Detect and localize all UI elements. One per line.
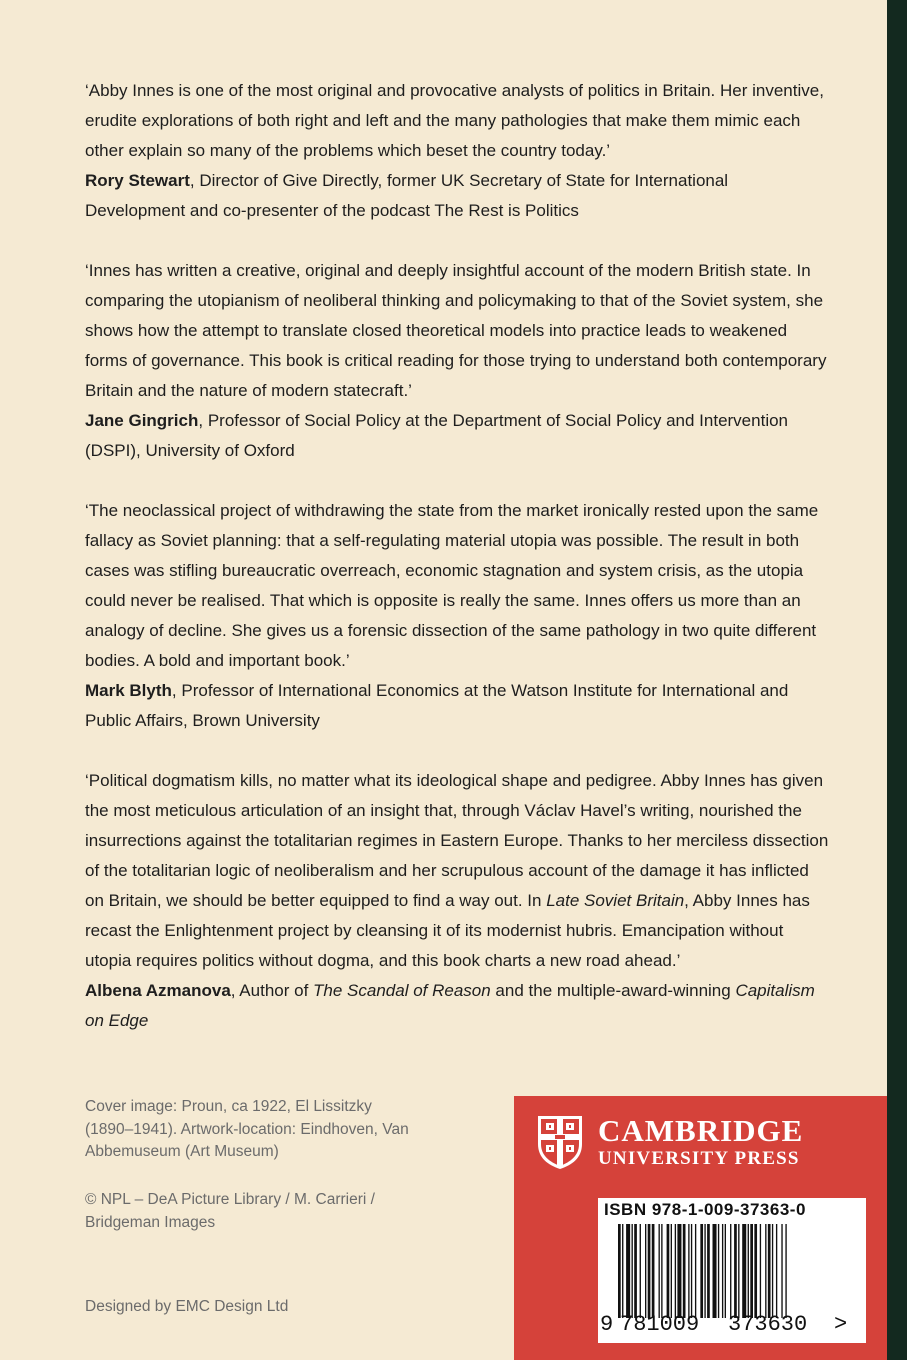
barcode-left-digits: 781009 <box>620 1312 700 1337</box>
barcode-bar <box>738 1224 739 1318</box>
barcode-lead-digit: 9 <box>600 1312 614 1337</box>
quote-text-part: ‘Political dogmatism kills, no matter what its ideological shape and pedigree. Abby Innes has given the most meticulous articulation of an insight that, through Václav Havel’s writing, nourished the insurrections against the totalitarian regimes in Eastern Europe. Thanks to her merciless dissection of the totalitarian logic of neoliberalism and her scrupulous account of the damage it has inflicted on Britain, we should be better equipped to find a way out. In <box>85 771 829 910</box>
book-spine <box>887 0 907 1360</box>
quote-text: ‘Abby Innes is one of the most original and provocative analysts of politics in Britain. Her inventive, erudite explorations of both right and left and the many pathologies that make them mimic each other explain so many of the problems which beset the country today.’ <box>85 81 824 160</box>
barcode-bar <box>652 1224 655 1318</box>
barcode-bar <box>626 1224 630 1318</box>
barcode-bar <box>734 1224 737 1318</box>
barcode-bar <box>695 1224 696 1318</box>
endorsement-1 <box>85 76 830 226</box>
publisher-panel <box>514 1096 887 1360</box>
quote-text <box>85 766 830 976</box>
quote-attribution <box>85 406 830 466</box>
barcode-bar <box>618 1224 621 1318</box>
barcode-bar <box>748 1224 749 1318</box>
quote-attribution <box>85 676 830 736</box>
barcode-bar <box>707 1224 710 1318</box>
endorser-affiliation: , Professor of Social Policy at the Department of Social Policy and Intervention (DSPI), University of Oxford <box>85 411 789 460</box>
publisher-name-line1: CAMBRIDGE <box>598 1113 804 1148</box>
barcode-bars <box>604 1224 850 1318</box>
endorser-name: Jane Gingrich <box>85 411 199 430</box>
barcode-bar <box>667 1224 670 1318</box>
barcode-bar <box>765 1224 766 1318</box>
endorser-name: Rory Stewart <box>85 171 190 190</box>
barcode-bar <box>730 1224 731 1318</box>
barcode-bar <box>683 1224 686 1318</box>
quote-text: ‘Innes has written a creative, original and deeply insightful account of the modern British state. In comparing the utopianism of neoliberal thinking and policymaking to that of the Soviet system, she shows how the attempt to translate closed theoretical models into practice leads to weakened forms of governance. This book is critical reading for those trying to understand both contemporary Britain and the nature of modern statecraft.’ <box>85 261 827 400</box>
book-title: Late Soviet Britain <box>546 891 685 910</box>
barcode-bar <box>675 1224 676 1318</box>
barcode-arrow: > <box>834 1312 848 1337</box>
barcode-bar <box>671 1224 672 1318</box>
quote-text-part: , Abby Innes has recast the Enlightenment project by cleansing it of its modernist hubris. Emancipation without utopia requires politics without dogma, and this book charts a new road ahead.’ <box>85 891 810 970</box>
barcode-bar <box>688 1224 689 1318</box>
barcode-bar <box>781 1224 782 1318</box>
barcode-bar <box>661 1224 662 1318</box>
barcode-bar <box>700 1224 703 1318</box>
barcode-bar <box>785 1224 786 1318</box>
barcode-bar <box>718 1224 719 1318</box>
barcode-bar <box>691 1224 692 1318</box>
endorsements <box>85 76 830 1066</box>
endorser-book-title: The Scandal of Reason <box>313 981 491 1000</box>
university-crest-icon <box>536 1114 584 1170</box>
barcode-bar <box>776 1224 777 1318</box>
barcode-bar <box>760 1224 761 1318</box>
barcode-bar <box>640 1224 641 1318</box>
barcode-bar <box>742 1224 746 1318</box>
endorser-book-title: Capitalism on Edge <box>85 981 815 1030</box>
barcode-bar <box>754 1224 757 1318</box>
endorser-affiliation: and the multiple-award-winning <box>490 981 736 1000</box>
endorser-affiliation: , Professor of International Economics at the Watson Institute for International and Public Affairs, Brown University <box>85 681 789 730</box>
barcode-bar <box>645 1224 646 1318</box>
barcode-bar <box>677 1224 681 1318</box>
designer-credit: Designed by EMC Design Ltd <box>85 1298 289 1315</box>
endorser-name: Mark Blyth <box>85 681 172 700</box>
endorsement-3 <box>85 496 830 736</box>
endorsement-4 <box>85 766 830 1036</box>
endorser-name: Albena Azmanova <box>85 981 231 1000</box>
cover-image-credit: Cover image: Proun, ca 1922, El Lissitzky (1890–1941). Artwork-location: Eindhoven, Van Abbemuseum (Art Museum) <box>85 1098 409 1160</box>
barcode-bar <box>648 1224 651 1318</box>
barcode-bar <box>632 1224 633 1318</box>
barcode-bar <box>704 1224 705 1318</box>
isbn-number: ISBN 978-1-009-37363-0 <box>604 1200 806 1219</box>
barcode-bar <box>768 1224 771 1318</box>
quote-attribution <box>85 976 830 1036</box>
endorsement-2 <box>85 256 830 466</box>
quote-text: ‘The neoclassical project of withdrawing the state from the market ironically rested upon the same fallacy as Soviet planning: that a self-regulating material utopia was possible. The result in both cases was stifling bureaucratic overreach, economic stagnation and system crisis, as the utopia could never be realised. That which is opposite is really the same. Innes offers us more than an analogy of decline. She gives us a forensic dissection of the same pathology in two quite different bodies. A bold and important book.’ <box>85 501 819 670</box>
barcode-right-digits: 373630 <box>728 1312 808 1337</box>
barcode-bar <box>622 1224 623 1318</box>
barcode-bar <box>772 1224 773 1318</box>
barcode-bar <box>725 1224 726 1318</box>
barcode-bar <box>659 1224 660 1318</box>
barcode-bar <box>750 1224 753 1318</box>
copyright-credit: © NPL – DeA Picture Library / M. Carrieri / Bridgeman Images <box>85 1191 375 1231</box>
barcode-bar <box>713 1224 717 1318</box>
endorser-affiliation: , Director of Give Directly, former UK Secretary of State for International Development and co-presenter of the podcast The Rest is Politics <box>85 171 729 220</box>
endorser-affiliation: , Author of <box>230 981 314 1000</box>
quote-attribution <box>85 166 830 226</box>
barcode-bar <box>722 1224 723 1318</box>
publisher-name <box>598 1114 803 1170</box>
barcode-bar <box>634 1224 637 1318</box>
publisher-name-line2: UNIVERSITY PRESS <box>598 1148 800 1169</box>
barcode <box>598 1198 866 1343</box>
